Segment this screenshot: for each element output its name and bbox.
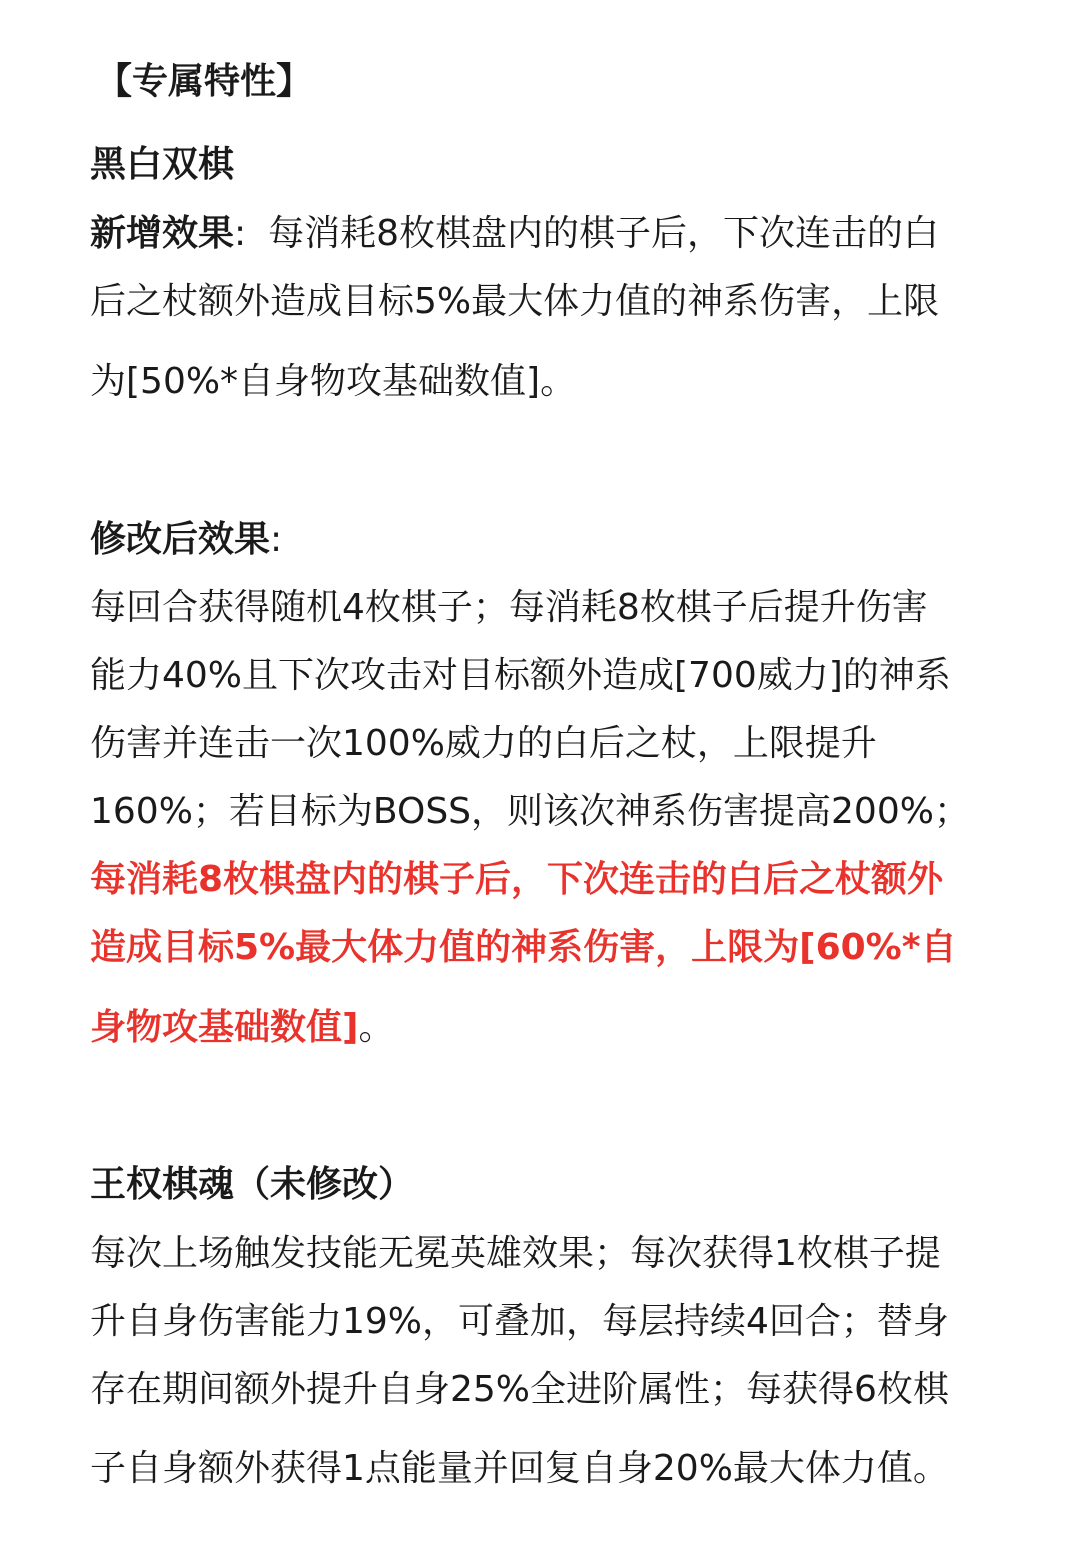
section-header: 【专属特性】: [96, 61, 313, 102]
new-effect-text: 每消耗8枚棋盘内的棋子后，下次连击的白: [268, 213, 940, 254]
new-effect-colon: :: [234, 213, 247, 254]
skill1-highlight-line-1: 每消耗8枚棋盘内的棋子后，下次连击的白后之杖额外: [90, 859, 944, 900]
highlight-end-punct: 。: [358, 1007, 395, 1048]
skill2-line-3: 存在期间额外提升自身25%全进阶属性；每获得6枚棋: [90, 1369, 949, 1410]
new-effect-label: 新增效果: [90, 213, 235, 254]
modified-colon: :: [270, 519, 283, 560]
modified-label: 修改后效果: [90, 519, 271, 560]
skill1-modified-line-2: 能力40%且下次攻击对目标额外造成[700威力]的神系: [90, 655, 951, 696]
skill1-modified-line-1: 每回合获得随机4枚棋子；每消耗8枚棋子后提升伤害: [90, 587, 928, 628]
skill1-highlight-line-2: 造成目标5%最大体力值的神系伤害，上限为[60%*自: [90, 927, 957, 968]
skill2-line-1: 每次上场触发技能无冕英雄效果；每次获得1枚棋子提: [90, 1233, 941, 1274]
skill2-title: 王权棋魂（未修改）: [90, 1164, 415, 1205]
skill1-highlight-line-3: [90, 1006, 394, 1050]
highlight-text: 身物攻基础数值]: [90, 1007, 359, 1048]
skill1-modified-label-line: [90, 518, 282, 562]
skill1-modified-line-4: 160%；若目标为BOSS，则该次神系伤害提高200%；: [90, 791, 970, 832]
skill1-new-effect-line-3: 为[50%*自身物攻基础数值]。: [90, 361, 577, 402]
skill2-line-4: 子自身额外获得1点能量并回复自身20%最大体力值。: [90, 1448, 949, 1489]
skill1-new-effect-line-1: [90, 212, 939, 256]
skill1-new-effect-line-2: 后之杖额外造成目标5%最大体力值的神系伤害，上限: [90, 281, 940, 322]
skill1-title: 黑白双棋: [90, 144, 235, 185]
skill1-modified-line-3: 伤害并连击一次100%威力的白后之杖，上限提升: [90, 723, 877, 764]
skill2-line-2: 升自身伤害能力19%，可叠加，每层持续4回合；替身: [90, 1301, 949, 1342]
